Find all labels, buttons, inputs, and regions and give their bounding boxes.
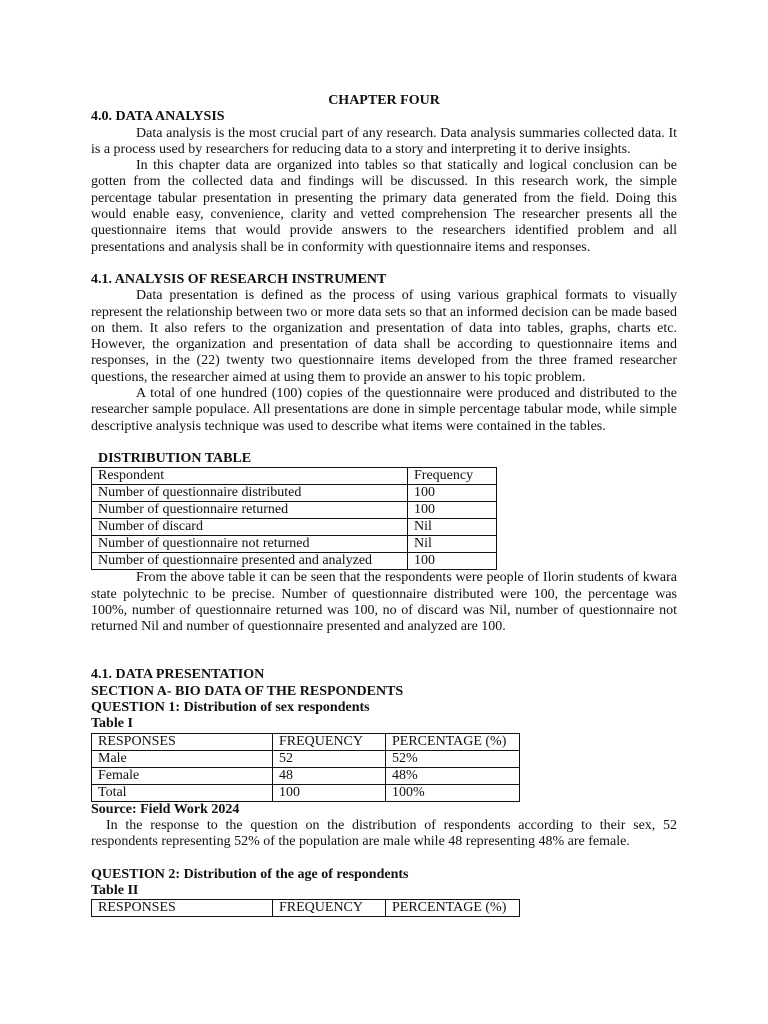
table-cell: 48% [386, 767, 520, 784]
distribution-table-title: DISTRIBUTION TABLE [98, 450, 252, 466]
table-cell: 100% [386, 784, 520, 801]
table-cell: Female [92, 767, 273, 784]
distribution-table [91, 467, 497, 570]
table-cell: 100 [408, 502, 497, 519]
table-cell: 52 [273, 750, 386, 767]
table-header-cell: PERCENTAGE (%) [386, 900, 520, 917]
table-cell: Number of questionnaire not returned [92, 536, 408, 553]
table-row [92, 536, 497, 553]
section-heading-research-instrument: 4.1. ANALYSIS OF RESEARCH INSTRUMENT [91, 271, 387, 287]
table-cell: 48 [273, 767, 386, 784]
question-2-title: QUESTION 2: Distribution of the age of respondents [91, 866, 409, 882]
table-header-row [92, 900, 520, 917]
table-row [92, 784, 520, 801]
table-row [92, 750, 520, 767]
table-row [92, 502, 497, 519]
table-cell: 52% [386, 750, 520, 767]
table-1-sex-distribution [91, 733, 520, 802]
table-header-cell: RESPONSES [92, 733, 273, 750]
paragraph: Data analysis is the most crucial part of any research. Data analysis summaries collected data. It is a process used by researchers for reducing data to a story and interpreting it to derive insights. [91, 125, 677, 157]
table-row [92, 767, 520, 784]
table-header-cell: RESPONSES [92, 900, 273, 917]
table-2-age-distribution [91, 899, 520, 917]
table-cell: Number of questionnaire presented and analyzed [92, 553, 408, 570]
document-page [91, 93, 677, 917]
table-1-label: Table I [91, 716, 133, 732]
table-header-cell: FREQUENCY [273, 900, 386, 917]
paragraph: In this chapter data are organized into tables so that statically and logical conclusion can be gotten from the collected data and findings will be discussed. In this research work, the simple percentage tabular presentation in presenting the primary data generated from the field. Doing this would enable easy, convenience, clarity and vetted comprehension The researcher presents all the questionnaire items that would provide answers to the researchers identified problem and all presentations and analysis shall be in conformity with questionnaire items and responses. [91, 158, 677, 255]
section-heading-data-presentation: 4.1. DATA PRESENTATION [91, 667, 265, 683]
table-header-cell: FREQUENCY [273, 733, 386, 750]
table-cell: Number of questionnaire distributed [92, 485, 408, 502]
paragraph: From the above table it can be seen that the respondents were people of Ilorin students of kwara state polytechnic to be precise. Number of questionnaire distributed were 100, the percentage was 100%, number of questionnaire returned was 100, no of discard was Nil, number of questionnaire not returned Nil and number of questionnaire presented and analyzed are 100. [91, 570, 677, 635]
section-subheading-bio-data: SECTION A- BIO DATA OF THE RESPONDENTS [91, 683, 404, 699]
paragraph: Data presentation is defined as the process of using various graphical formats to visually represent the relationship between two or more data sets so that an informed decision can be made based on them. It also refers to the organization and presentation of data into tables, graphs, charts etc. However, the organization and presentation of data shall be according to questionnaire items and responses, in the (22) twenty two questionnaire items developed from the three framed researcher questions, the researcher aimed at using them to provide an answer to his topic problem. [91, 288, 677, 385]
question-1-title: QUESTION 1: Distribution of sex respondents [91, 700, 370, 716]
table-row [92, 519, 497, 536]
table-cell: 100 [408, 485, 497, 502]
table-header-row [92, 733, 520, 750]
paragraph: A total of one hundred (100) copies of the questionnaire were produced and distributed to the researcher sample populace. All presentations are done in simple percentage tabular mode, while simple descriptive analysis technique was used to describe what items were contained in the tables. [91, 386, 677, 434]
table-row [92, 553, 497, 570]
table-header-cell: PERCENTAGE (%) [386, 733, 520, 750]
section-heading-data-analysis: 4.0. DATA ANALYSIS [91, 109, 225, 125]
table-cell: Total [92, 784, 273, 801]
table-cell: 100 [408, 553, 497, 570]
table-1-source: Source: Field Work 2024 [91, 801, 240, 817]
table-2-label: Table II [91, 882, 139, 898]
table-cell: Male [92, 750, 273, 767]
paragraph: In the response to the question on the distribution of respondents according to their sex, 52 respondents representing 52% of the population are male while 48 representing 48% are female. [91, 817, 677, 850]
table-row [92, 485, 497, 502]
table-cell: Number of discard [92, 519, 408, 536]
table-cell: Nil [408, 536, 497, 553]
table-header-row [92, 468, 497, 485]
table-cell: Number of questionnaire returned [92, 502, 408, 519]
table-cell: 100 [273, 784, 386, 801]
table-cell: Nil [408, 519, 497, 536]
chapter-title: CHAPTER FOUR [328, 93, 440, 108]
table-header-cell: Respondent [92, 468, 408, 485]
table-header-cell: Frequency [408, 468, 497, 485]
